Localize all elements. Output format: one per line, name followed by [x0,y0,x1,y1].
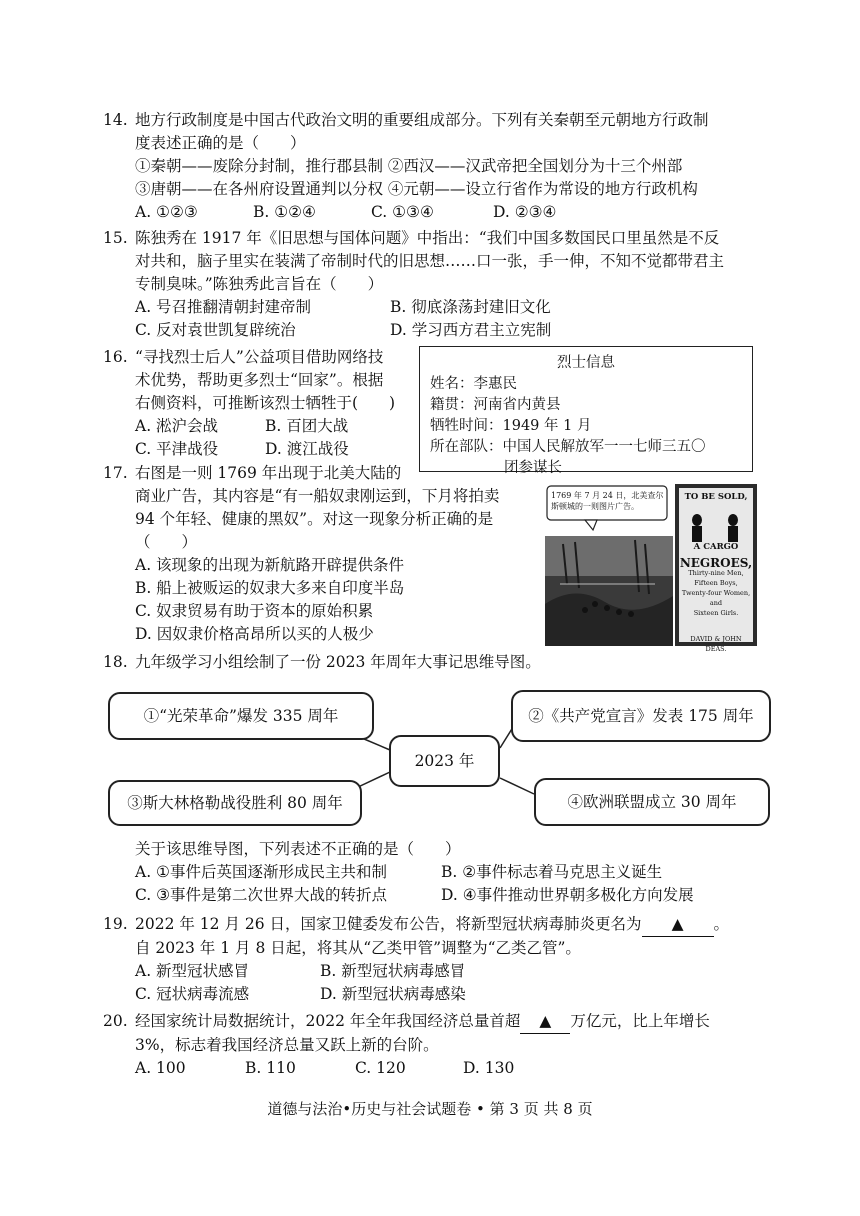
page-footer: 道德与法治•历史与社会试题卷 • 第 3 页 共 8 页 [267,1100,593,1118]
option-b[interactable]: B. ②事件标志着马克思主义诞生 [441,863,663,881]
info-unit-cont: 团参谋长 [504,460,562,476]
option-a[interactable]: A. 该现象的出现为新航路开辟提供条件 [135,556,405,574]
question-stem [135,913,763,937]
stem-text: 经国家统计局数据统计，2022 年全年我国经济总量首超 [135,1012,521,1030]
question-number: 16. [103,348,128,366]
option-a[interactable]: A. 新型冠状感冒 [135,962,250,980]
question-stem: 商业广告，其内容是“有一船奴隶刚运到，下月将拍卖 [135,487,500,505]
stem-text: 。 [713,915,730,933]
option-d[interactable]: D. ②③④ [493,203,557,221]
option-b[interactable]: B. 百团大战 [265,417,349,435]
question-number: 14. [103,111,128,129]
option-b[interactable]: B. 船上被贩运的奴隶大多来自印度半岛 [135,579,405,597]
question-number: 19. [103,915,128,933]
question-stem: 94 个年轻、健康的黑奴”。对这一现象分析正确的是 [135,510,494,528]
option-d[interactable]: D. 渡江战役 [265,440,349,458]
mind-map-node-3: ③斯大林格勒战役胜利 80 周年 [108,780,362,826]
caption-bubble: 1769 年 7 月 24 日，北美查尔斯顿城的一则图片广告。 [551,491,664,511]
question-number: 15. [103,229,128,247]
poster-line: Twenty-four Women, and [681,589,751,607]
info-unit: 所在部队：中国人民解放军一一七师三五〇 [430,439,706,455]
question-19 [103,913,763,1006]
info-title: 烈士信息 [557,355,615,371]
poster-line: Thirty-nine Men, Fifteen Boys, [688,569,744,587]
option-d[interactable]: D. ④事件推动世界朝多极化方向发展 [441,886,694,904]
option-c[interactable]: C. 冠状病毒流感 [135,985,250,1003]
option-b[interactable]: B. 彻底涤荡封建旧文化 [390,298,551,316]
poster-line: NEGROES, [679,556,753,570]
mind-map-node-2: ②《共产党宣言》发表 175 周年 [511,690,771,742]
question-number: 18. [103,653,128,671]
question-number: 20. [103,1012,128,1030]
question-stem: （ ） [135,533,198,551]
option-a[interactable]: A. ①②③ [135,203,198,221]
question-stem: 地方行政制度是中国古代政治文明的重要组成部分。下列有关秦朝至元朝地方行政制 [135,111,709,129]
question-stem: 九年级学习小组绘制了一份 2023 年周年大事记思维导图。 [135,653,541,671]
mind-map-center: 2023 年 [389,735,500,787]
question-stem: 右侧资料，可推断该烈士牺牲于( ) [135,394,396,412]
options [135,960,763,1006]
options [135,861,763,907]
question-stem: 对共和，脑子里实在装满了帝制时代的旧思想……口一张，手一伸，不知不觉都带君主 [135,252,725,270]
option-c[interactable]: C. 奴隶贸易有助于资本的原始积累 [135,602,374,620]
question-ask: 关于该思维导图，下列表述不正确的是（ ） [135,840,461,858]
option-d[interactable]: D. 新型冠状病毒感染 [320,985,466,1003]
question-stem: 3%，标志着我国经济总量又跃上新的台阶。 [135,1036,439,1054]
question-stem: 度表述正确的是（ ） [135,134,306,152]
option-c[interactable]: C. 120 [355,1059,406,1077]
question-stem [135,1010,763,1034]
answer-blank[interactable]: ▲ [520,1010,570,1034]
question-20 [103,1010,763,1080]
question-item: ③唐朝——在各州府设置通判以分权 ④元朝——设立行省作为常设的地方行政机构 [135,180,698,198]
answer-blank[interactable]: ▲ [642,913,714,937]
option-d[interactable]: D. 130 [463,1059,515,1077]
option-c[interactable]: C. ①③④ [371,203,434,221]
option-b[interactable]: B. 110 [245,1059,296,1077]
option-a[interactable]: A. ①事件后英国逐渐形成民主共和制 [135,863,387,881]
poster-line: Sixteen Girls. [693,609,739,617]
info-origin: 籍贯：河南省内黄县 [430,397,561,413]
question-stem: 术优势，帮助更多烈士“回家”。根据 [135,371,384,389]
option-c[interactable]: C. 反对袁世凯复辟统治 [135,321,296,339]
option-d[interactable]: D. 因奴隶价格高昂所以买的人极少 [135,625,374,643]
info-name: 姓名：李惠民 [430,376,517,392]
stem-text: 万亿元，比上年增长 [570,1012,710,1030]
options [135,1057,763,1080]
option-c[interactable]: C. 平津战役 [135,440,219,458]
question-18-options [103,838,763,907]
info-time: 牺牲时间：1949 年 1 月 [430,418,592,434]
option-c[interactable]: C. ③事件是第二次世界大战的转折点 [135,886,388,904]
poster-line: TO BE SOLD, [684,492,748,502]
stem-text: 2022 年 12 月 26 日，国家卫健委发布公告，将新型冠状病毒肺炎更名为 [135,915,642,933]
poster-line: DAVID & JOHN DEAS. [690,635,742,653]
option-a[interactable]: A. 100 [135,1059,186,1077]
mind-map-node-4: ④欧洲联盟成立 30 周年 [534,778,770,826]
question-stem: 自 2023 年 1 月 8 日起，将其从“乙类甲管”调整为“乙类乙管”。 [135,939,581,957]
option-d[interactable]: D. 学习西方君主立宪制 [390,321,552,339]
option-b[interactable]: B. ①②④ [253,203,316,221]
question-stem: “寻找烈士后人”公益项目借助网络技 [135,348,384,366]
option-b[interactable]: B. 新型冠状病毒感冒 [320,962,466,980]
question-stem: 专制臭味。”陈独秀此言旨在（ ） [135,275,384,293]
mind-map-node-1: ①“光荣革命”爆发 335 周年 [108,692,374,740]
question-stem: 陈独秀在 1917 年《旧思想与国体问题》中指出：“我们中国多数国民口里虽然是不反 [135,229,720,247]
poster-line: A CARGO [693,542,739,552]
option-a[interactable]: A. 淞沪会战 [135,417,219,435]
question-item: ①秦朝——废除分封制，推行郡县制 ②西汉——汉武帝把全国划分为十三个州部 [135,157,683,175]
question-stem: 右图是一则 1769 年出现于北美大陆的 [135,464,402,482]
question-number: 17. [103,464,128,482]
option-a[interactable]: A. 号召推翻清朝封建帝制 [135,298,312,316]
